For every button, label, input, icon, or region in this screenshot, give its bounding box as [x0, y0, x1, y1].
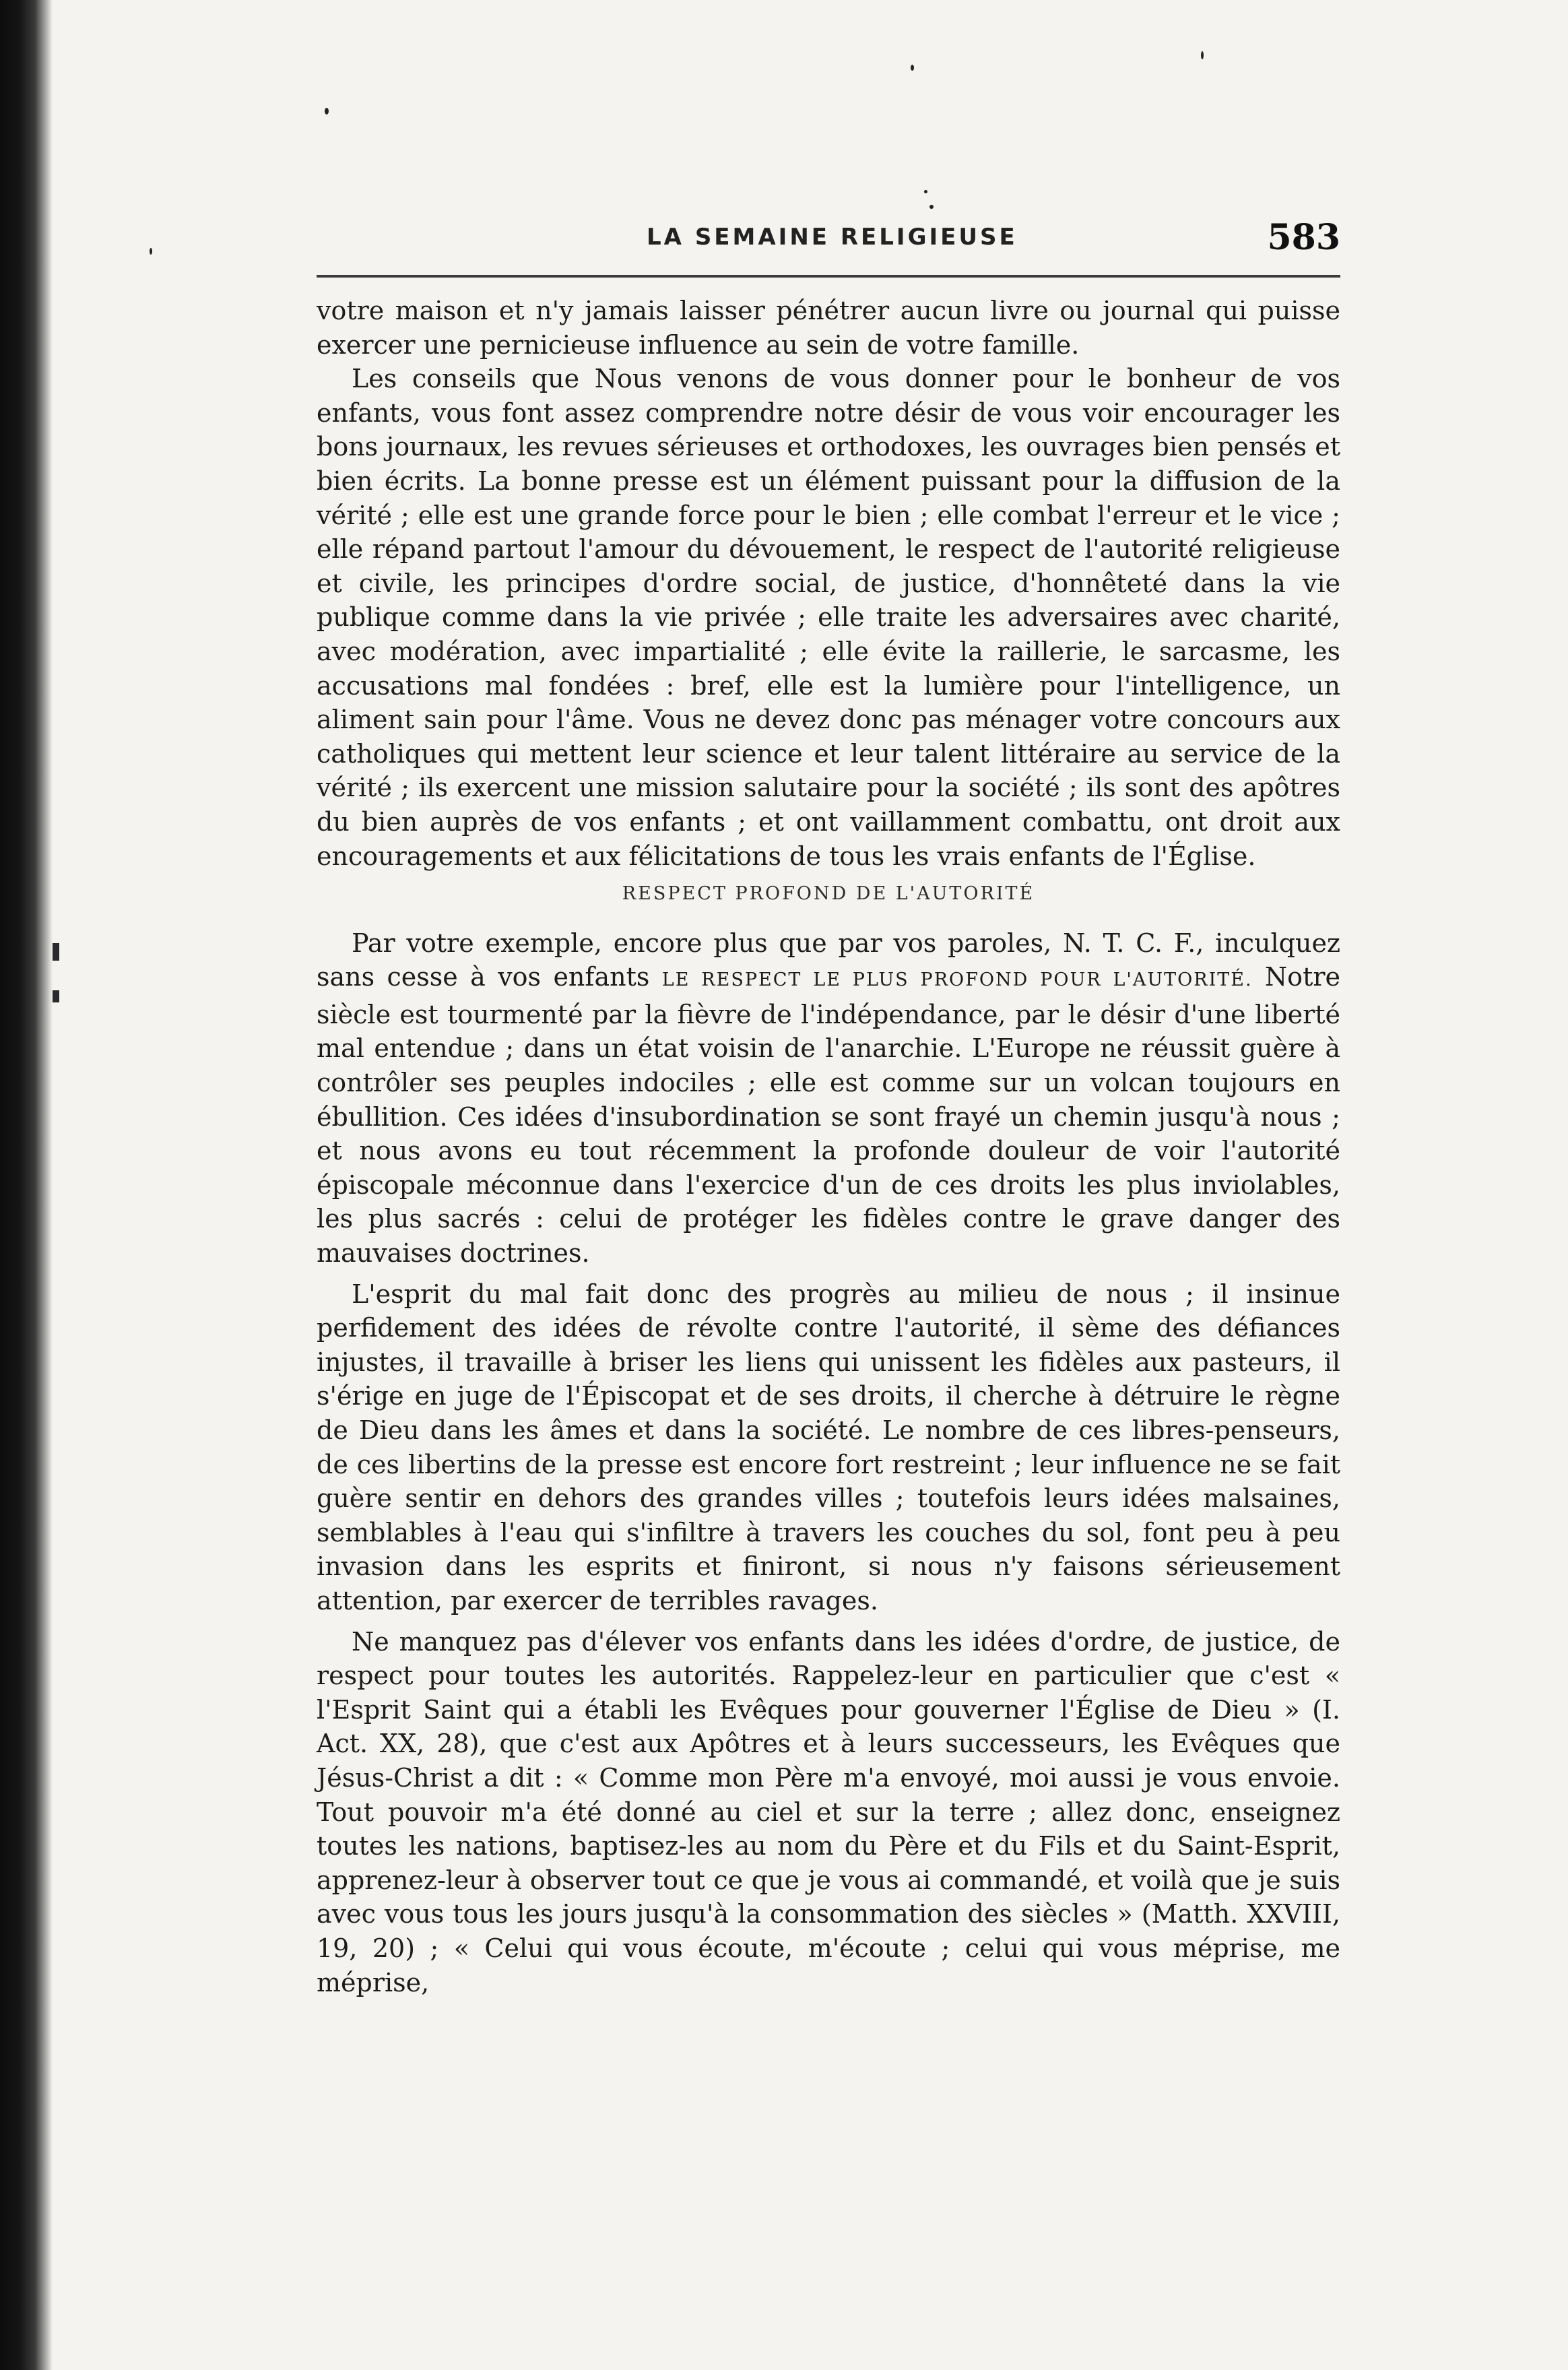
paragraph-respect-authority: [317, 926, 1340, 1271]
paragraph-spirit-of-evil: L'esprit du mal fait donc des progrès au milieu de nous ; il insinue perfidement des idées de révolte contre l'autorité, il sème des défiances injustes, il travaille à briser les liens qui unissent les fidèles aux pasteurs, il s'érige en juge de l'Épiscopat et de ses droits, il cherche à détruire le règne de Dieu dans les âmes et dans la société. Le nombre de ces libres-penseurs, de ces libertins de la presse est encore fort restreint ; leur influence ne se fait guère sentir en dehors des grandes villes ; toutefois leurs idées malsaines, semblables à l'eau qui s'infiltre à travers les couches du sol, font peu à peu invasion dans les esprits et finiront, si nous n'y faisons sérieusement attention, par exercer de terribles ravages.: [317, 1279, 1340, 1615]
paragraph-continued: votre maison et n'y jamais laisser pénétrer aucun livre ou journal qui puisse exercer une pernicieuse influence au sein de votre famille.: [317, 296, 1340, 360]
scan-speck: [1201, 51, 1204, 59]
scan-speck: [911, 65, 914, 71]
scan-speck: [325, 108, 329, 115]
book-binding-edge: [0, 0, 53, 2370]
small-caps-emphasis: LE RESPECT LE PLUS PROFOND POUR L'AUTORITÉ.: [661, 969, 1253, 991]
paragraph-text: Notre siècle est tourmenté par la fièvre de l'indépendance, par le désir d'une liberté mal entendue ; dans un état voisin de l'anarchie. L'Europe ne réussit guère à contrôler ses peuples indociles ; elle est comme sur un volcan toujours en ébullition. Ces idées d'insubordination se sont frayé un chemin jusqu'à nous ; et nous avons eu tout récemment la profonde douleur de voir l'autorité épiscopale méconnue dans l'exercice d'un de ces droits les plus inviolables, les plus sacrés : celui de protéger les fidèles contre le grave danger des mauvaises doctrines.: [317, 962, 1340, 1269]
page-number: 583: [1267, 217, 1340, 258]
binding-mark: [53, 943, 59, 961]
paragraph-good-press: Les conseils que Nous venons de vous donner pour le bonheur de vos enfants, vous font assez comprendre notre désir de vous voir encourager les bons journaux, les revues sérieuses et orthodoxes, les ouvrages bien pensés et bien écrits. La bonne presse est un élément puissant pour la diffusion de la vérité ; elle est une grande force pour le bien ; elle combat l'erreur et le vice ; elle répand partout l'amour du dévouement, le respect de l'autorité religieuse et civile, les principes d'ordre social, de justice, d'honnêteté dans la vie publique comme dans la vie privée ; elle traite les adversaires avec charité, avec modération, avec impartialité ; elle évite la raillerie, le sarcasme, les accusations mal fondées : bref, elle est la lumière pour l'intelligence, un aliment sain pour l'âme. Vous ne devez donc pas ménager votre concours aux catholiques qui mettent leur science et leur talent littéraire au service de la vérité ; ils exercent une mission salutaire pour la société ; ils sont des apôtres du bien auprès de vos enfants ; et ont vaillamment combattu, ont droit aux encouragements et aux félicitations de tous les vrais enfants de l'Église.: [317, 364, 1340, 871]
scan-speck: [924, 190, 927, 193]
header-rule: [317, 275, 1340, 278]
paragraph-text: Par votre exemple, encore plus que par vos paroles, N. T. C. F., inculquez sans cesse à vos enfants: [317, 928, 1340, 992]
paragraph-raise-children: Ne manquez pas d'élever vos enfants dans les idées d'ordre, de justice, de respect pour toutes les autorités. Rappelez-leur en particulier que c'est « l'Esprit Saint qui a établi les Evêques pour gouverner l'Église de Dieu » (I. Act. XX, 28), que c'est aux Apôtres et à leurs successeurs, les Evêques que Jésus-Christ a dit : « Comme mon Père m'a envoyé, moi aussi je vous envoie. Tout pouvoir m'a été donné au ciel et sur la terre ; allez donc, enseignez toutes les nations, baptisez-les au nom du Père et du Fils et du Saint-Esprit, apprenez-leur à observer tout ce que je vous ai commandé, et voilà que je suis avec vous tous les jours jusqu'à la consommation des siècles » (Matth. XXVIII, 19, 20) ; « Celui qui vous écoute, m'écoute ; celui qui vous méprise, me méprise,: [317, 1626, 1340, 1997]
binding-mark: [53, 990, 59, 1002]
scan-speck: [150, 248, 152, 255]
section-heading: RESPECT PROFOND DE L'AUTORITÉ: [622, 883, 1035, 905]
page-header: [317, 217, 1340, 267]
page-body: [317, 294, 1340, 1999]
running-title: LA SEMAINE RELIGIEUSE: [647, 224, 1018, 251]
scan-speck: [929, 205, 934, 209]
